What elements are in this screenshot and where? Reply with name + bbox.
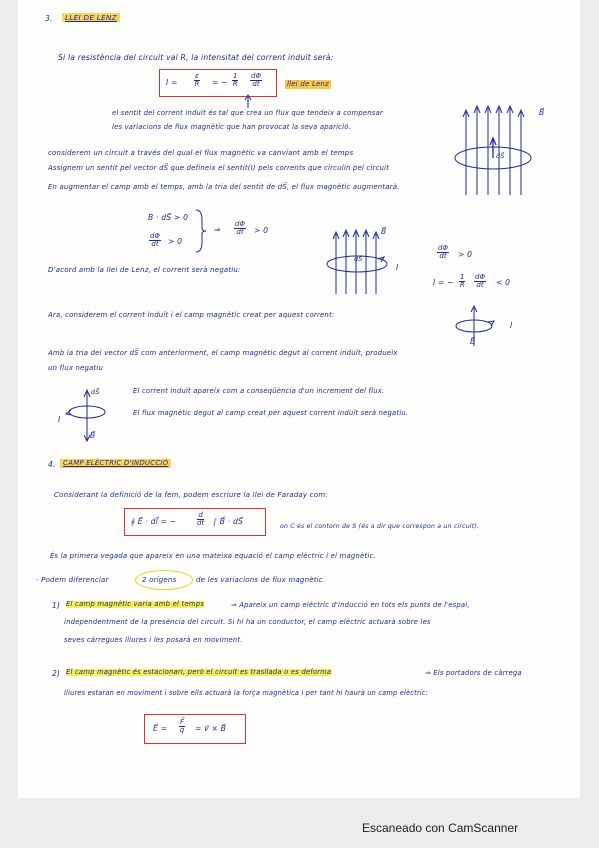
result-2-lhs: I = −: [433, 278, 454, 287]
current-loop-I-label: I: [510, 321, 513, 330]
field-loop-diagram-2: [328, 226, 408, 296]
lorentz-frac-num: F⃗: [180, 718, 185, 726]
result-1-num: dΦ: [438, 244, 448, 252]
lenz-formula-mid: = −: [212, 78, 228, 87]
s4-line-3-circled: 2 orígens: [142, 576, 177, 584]
lenz-frac-3: [250, 73, 262, 89]
faraday-rhs: ∫ B⃗ · dS⃗: [213, 517, 244, 526]
cond-1: B · dS⃗ > 0: [148, 213, 189, 222]
cond-2-frac: [149, 233, 161, 249]
faraday-frac: [197, 512, 204, 528]
lenz-note-1: el sentit del corrent induït és tal que crea un flux que tendeix a compensar: [112, 109, 383, 117]
cond-3-tail: > 0: [254, 226, 269, 235]
s3-line-8: El corrent induït apareix com a conseqüència d'un increment del flux.: [133, 387, 385, 395]
point-1-line-3: seves càrregues lliures i les posarà en moviment.: [64, 636, 243, 644]
lenz-tag: llei de Lenz: [287, 80, 330, 88]
diagram-2-dS-label: dS⃗: [354, 255, 363, 263]
cond-2-num: dΦ: [150, 232, 160, 240]
faraday-note: on C és el contorn de S (és a dir que correspon a un circuit).: [280, 523, 480, 530]
lenz-frac-3-num: dΦ: [251, 72, 261, 80]
s3-line-6: Amb la tria del vector dS⃗ com anteriorment, el camp magnètic degut al corrent induït, produeix: [48, 349, 398, 357]
lenz-frac-2-num: 1: [233, 72, 238, 80]
diagram-1-dS-label: dS⃗: [496, 152, 505, 160]
result-2-f1-den: R: [459, 281, 465, 290]
result-1-tail: > 0: [458, 250, 473, 259]
s3-line-2: Assignem un sentit pel vector dS⃗ que defineix el sentit(I) pels corrents que circulin pel circuit: [48, 164, 390, 172]
section-4-heading: CAMP ELÈCTRIC D'INDUCCIÓ: [60, 459, 171, 468]
s4-line-3-post: de les variacions de flux magnètic.: [196, 576, 326, 584]
diagram-1-B-label: B⃗: [539, 108, 545, 117]
s3-line-1: considerem un circuit a través del qual el flux magnètic va canviant amb el temps: [48, 149, 354, 157]
brace: [194, 208, 208, 254]
lorentz-rhs: = v⃗ × B⃗: [195, 724, 227, 733]
lenz-frac-1-den: R: [194, 80, 200, 89]
section-3-heading: LLEI DE LENZ: [62, 13, 120, 22]
faraday-frac-num: d: [198, 511, 203, 519]
cond-implies: ⇒: [214, 225, 221, 234]
s3-line-3: En augmentar el camp amb el temps, amb la tria del sentit de dS⃗, el flux magnètic augmentarà.: [48, 183, 400, 191]
s3-line-4: D'acord amb la llei de Lenz, el corrent serà negatiu:: [48, 266, 241, 274]
s3-intro: Si la resistència del circuit val R, la intensitat del corrent induït serà:: [58, 53, 334, 62]
lenz-note-2: les variacions de flux magnètic que han provocat la seva aparició.: [112, 123, 351, 131]
point-1-highlight: El camp magnètic varia amb el temps: [66, 600, 205, 608]
section-4-number: 4.: [48, 460, 56, 469]
result-1-den: dt: [439, 252, 447, 261]
lenz-formula-lhs: I =: [166, 78, 178, 87]
negative-flux-I-label: I: [58, 415, 61, 424]
point-2-highlight: El camp magnètic és estacionari, però el circuit es trasllada o es deforma: [66, 668, 332, 676]
point-1-rest: ⇒ Apareix un camp elèctric d'inducció en tots els punts de l'espai,: [231, 601, 470, 609]
s3-line-9: El flux magnètic degut al camp creat per aquest corrent induït serà negatiu.: [133, 409, 409, 417]
lorentz-frac: [179, 719, 185, 735]
lorentz-lhs: E⃗ =: [153, 724, 168, 733]
cond-2-den: dt: [151, 240, 159, 249]
cond-3-den: dt: [236, 228, 244, 237]
point-2-line-2: lliures estaran en moviment i sobre ells actuarà la força magnètica i per tant hi haurà un camp elèctric:: [64, 689, 429, 697]
current-loop-diagram: [452, 304, 512, 348]
s4-line-1: Considerant la definició de la fem, podem escriure la llei de Faraday com:: [54, 491, 328, 499]
s3-line-5: Ara, considerem el corrent induït i el camp magnètic creat per aquest corrent:: [48, 311, 335, 319]
result-2-frac-2: [474, 274, 486, 290]
point-1-number: 1): [52, 601, 61, 610]
cond-3-num: dΦ: [235, 220, 245, 228]
lenz-frac-2: [232, 73, 238, 89]
cond-2-tail: > 0: [168, 237, 183, 246]
cond-3-frac: [234, 221, 246, 237]
result-2-frac-1: [459, 274, 465, 290]
negative-flux-dS-label: dS⃗: [91, 388, 100, 396]
lorentz-formula-box: [144, 714, 246, 744]
faraday-lhs: ∮ E⃗ · dl⃗ = −: [131, 517, 177, 526]
result-2-tail: < 0: [496, 278, 511, 287]
s4-line-2: És la primera vegada que apareix en una mateixa equació el camp elèctric i el magnètic.: [50, 552, 376, 560]
camscanner-footer: Escaneado con CamScanner: [362, 821, 519, 835]
lorentz-frac-den: q: [179, 726, 185, 735]
negative-flux-diagram: [62, 384, 112, 442]
current-loop-B-label: B⃗: [470, 337, 476, 346]
section-3-number: 3.: [45, 14, 53, 23]
lenz-frac-2-den: R: [232, 80, 238, 89]
negative-flux-B-label: B⃗: [90, 431, 96, 440]
lenz-frac-1: [194, 73, 200, 89]
result-2-f2-den: dt: [476, 281, 484, 290]
diagram-2-B-label: B⃗: [381, 227, 387, 236]
s4-line-3-pre: - Podem diferenciar: [36, 576, 109, 584]
diagram-2-I-label: I: [396, 263, 399, 272]
result-1-frac: [437, 245, 449, 261]
result-2-f1-num: 1: [460, 273, 465, 281]
result-2-f2-num: dΦ: [475, 273, 485, 281]
point-2-rest: ⇒ Els portadors de càrrega: [425, 669, 522, 677]
lenz-frac-3-den: dt: [252, 80, 260, 89]
faraday-formula-box: [124, 508, 266, 536]
s3-line-7: un flux negatiu: [48, 364, 104, 372]
point-2-number: 2): [52, 669, 61, 678]
faraday-frac-den: dt: [197, 519, 205, 528]
point-1-line-2: independentment de la presència del circuit. Si hi ha un conductor, el camp elèctric actuarà sobre les: [64, 618, 431, 626]
scanned-page: [18, 0, 580, 798]
lenz-frac-1-num: ε: [195, 72, 199, 80]
